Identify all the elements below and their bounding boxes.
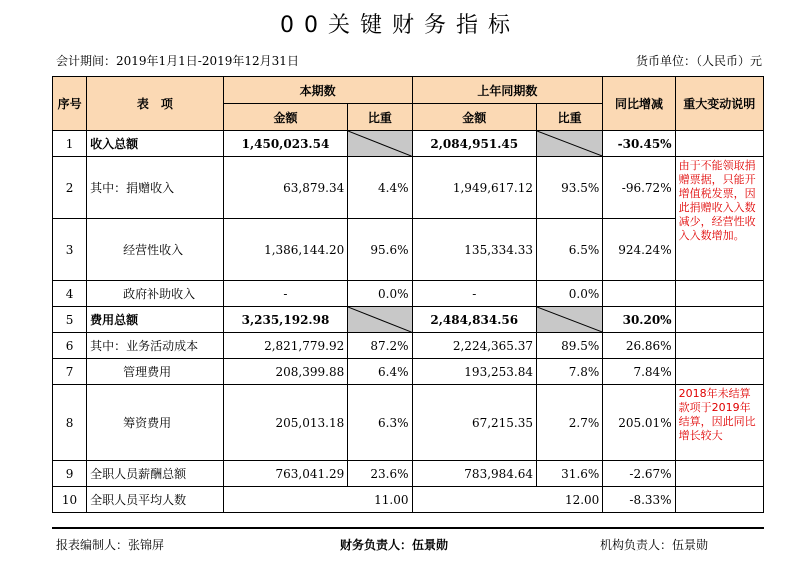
row-prior-ratio: 0.0% — [537, 281, 603, 307]
row-current-ratio: 6.4% — [348, 359, 412, 385]
header-note: 重大变动说明 — [675, 77, 763, 131]
org-head-signature: 机构负责人：伍景勋 — [600, 538, 709, 552]
row-prior-amount: 135,334.33 — [412, 219, 537, 281]
row-prior-amount: - — [412, 281, 537, 307]
row-current-amount: 63,879.34 — [223, 157, 348, 219]
row-yoy: 205.01% — [603, 385, 675, 461]
row-prior-amount: 1,949,617.12 — [412, 157, 537, 219]
currency-unit: 货币单位：（人民币）元 — [635, 54, 762, 68]
row-current-amount: 1,450,023.54 — [223, 131, 348, 157]
row-current-amount: 2,821,779.92 — [223, 333, 348, 359]
row-current-ratio: 6.3% — [348, 385, 412, 461]
row-seq: 2 — [53, 157, 87, 219]
row-current-ratio: 87.2% — [348, 333, 412, 359]
row-yoy: -2.67% — [603, 461, 675, 487]
row-current-ratio: 0.0% — [348, 281, 412, 307]
table-row — [53, 359, 764, 385]
row-note — [675, 281, 763, 307]
table-row — [53, 385, 764, 461]
row-item: 其中：捐赠收入 — [87, 157, 224, 219]
row-prior-amount: 2,224,365.37 — [412, 333, 537, 359]
row-item: 管理费用 — [87, 359, 224, 385]
row-current-amount: 205,013.18 — [223, 385, 348, 461]
row-item: 费用总额 — [87, 307, 224, 333]
row-prior-ratio: 31.6% — [537, 461, 603, 487]
financial-indicators-table — [52, 76, 764, 513]
row-prior-ratio: 89.5% — [537, 333, 603, 359]
row-yoy — [603, 281, 675, 307]
footer-divider — [52, 527, 764, 529]
row-seq: 5 — [53, 307, 87, 333]
row-item: 收入总额 — [87, 131, 224, 157]
row-current-amount: 1,386,144.20 — [223, 219, 348, 281]
row-current-amount: - — [223, 281, 348, 307]
prior-ratio-na — [537, 307, 603, 333]
row-note — [675, 487, 763, 513]
row-seq: 1 — [53, 131, 87, 157]
row-yoy: -96.72% — [603, 157, 675, 219]
header-seq: 序号 — [53, 77, 87, 131]
row-yoy: 924.24% — [603, 219, 675, 281]
row-seq: 3 — [53, 219, 87, 281]
header-prior-amount: 金额 — [412, 104, 537, 131]
row-prior-ratio: 93.5% — [537, 157, 603, 219]
row-prior-ratio: 6.5% — [537, 219, 603, 281]
row-current-amount: 3,235,192.98 — [223, 307, 348, 333]
row-current-ratio: 4.4% — [348, 157, 412, 219]
row-prior-amount: 783,984.64 — [412, 461, 537, 487]
row-item: 全职人员薪酬总额 — [87, 461, 224, 487]
row-note — [675, 333, 763, 359]
header-prior-ratio: 比重 — [537, 104, 603, 131]
accounting-period: 会计期间：2019年1月1日-2019年12月31日 — [56, 54, 299, 68]
table-row — [53, 333, 764, 359]
row-seq: 6 — [53, 333, 87, 359]
row-item: 其中：业务活动成本 — [87, 333, 224, 359]
prior-ratio-na — [537, 131, 603, 157]
row-prior-amount: 193,253.84 — [412, 359, 537, 385]
row-item: 筹资费用 — [87, 385, 224, 461]
row-current-amount: 11.00 — [223, 487, 412, 513]
row-seq: 7 — [53, 359, 87, 385]
table-row — [53, 281, 764, 307]
current-ratio-na — [348, 307, 412, 333]
table-row — [53, 307, 764, 333]
table-row — [53, 487, 764, 513]
table-row — [53, 461, 764, 487]
page-title: 00关键财务指标 — [280, 13, 520, 38]
header-item: 表 项 — [87, 77, 224, 131]
row-item: 经营性收入 — [87, 219, 224, 281]
row-item: 政府补助收入 — [87, 281, 224, 307]
row-prior-amount: 2,084,951.45 — [412, 131, 537, 157]
header-prior: 上年同期数 — [412, 77, 603, 104]
header-yoy: 同比增减 — [603, 77, 675, 131]
current-ratio-na — [348, 131, 412, 157]
row-seq: 10 — [53, 487, 87, 513]
row-yoy: 26.86% — [603, 333, 675, 359]
row-seq: 4 — [53, 281, 87, 307]
row-yoy: 30.20% — [603, 307, 675, 333]
row-note — [675, 307, 763, 333]
header-current-ratio: 比重 — [348, 104, 412, 131]
table-row — [53, 219, 764, 281]
income-change-note: 由于不能领取捐赠票据，只能开增值税发票，因此捐赠收入入数减少，经营性收入入数增加。 — [675, 157, 763, 281]
row-prior-amount: 67,215.35 — [412, 385, 537, 461]
row-prior-ratio: 2.7% — [537, 385, 603, 461]
row-current-ratio: 95.6% — [348, 219, 412, 281]
row-yoy: 7.84% — [603, 359, 675, 385]
header-current-amount: 金额 — [223, 104, 348, 131]
finance-head-signature: 财务负责人：伍景勋 — [340, 538, 449, 552]
row-note — [675, 461, 763, 487]
row-prior-amount: 12.00 — [412, 487, 603, 513]
row-prior-ratio: 7.8% — [537, 359, 603, 385]
row-seq: 8 — [53, 385, 87, 461]
row-seq: 9 — [53, 461, 87, 487]
row-note — [675, 359, 763, 385]
row-note — [675, 131, 763, 157]
row-prior-amount: 2,484,834.56 — [412, 307, 537, 333]
finance-cost-note: 2018年未结算款项于2019年结算，因此同比增长较大 — [675, 385, 763, 461]
preparer-signature: 报表编制人：张锦屏 — [56, 538, 165, 552]
row-current-amount: 208,399.88 — [223, 359, 348, 385]
row-current-amount: 763,041.29 — [223, 461, 348, 487]
table-row — [53, 157, 764, 219]
header-current: 本期数 — [223, 77, 412, 104]
row-yoy: -30.45% — [603, 131, 675, 157]
row-item: 全职人员平均人数 — [87, 487, 224, 513]
row-yoy: -8.33% — [603, 487, 675, 513]
table-row — [53, 131, 764, 157]
row-current-ratio: 23.6% — [348, 461, 412, 487]
